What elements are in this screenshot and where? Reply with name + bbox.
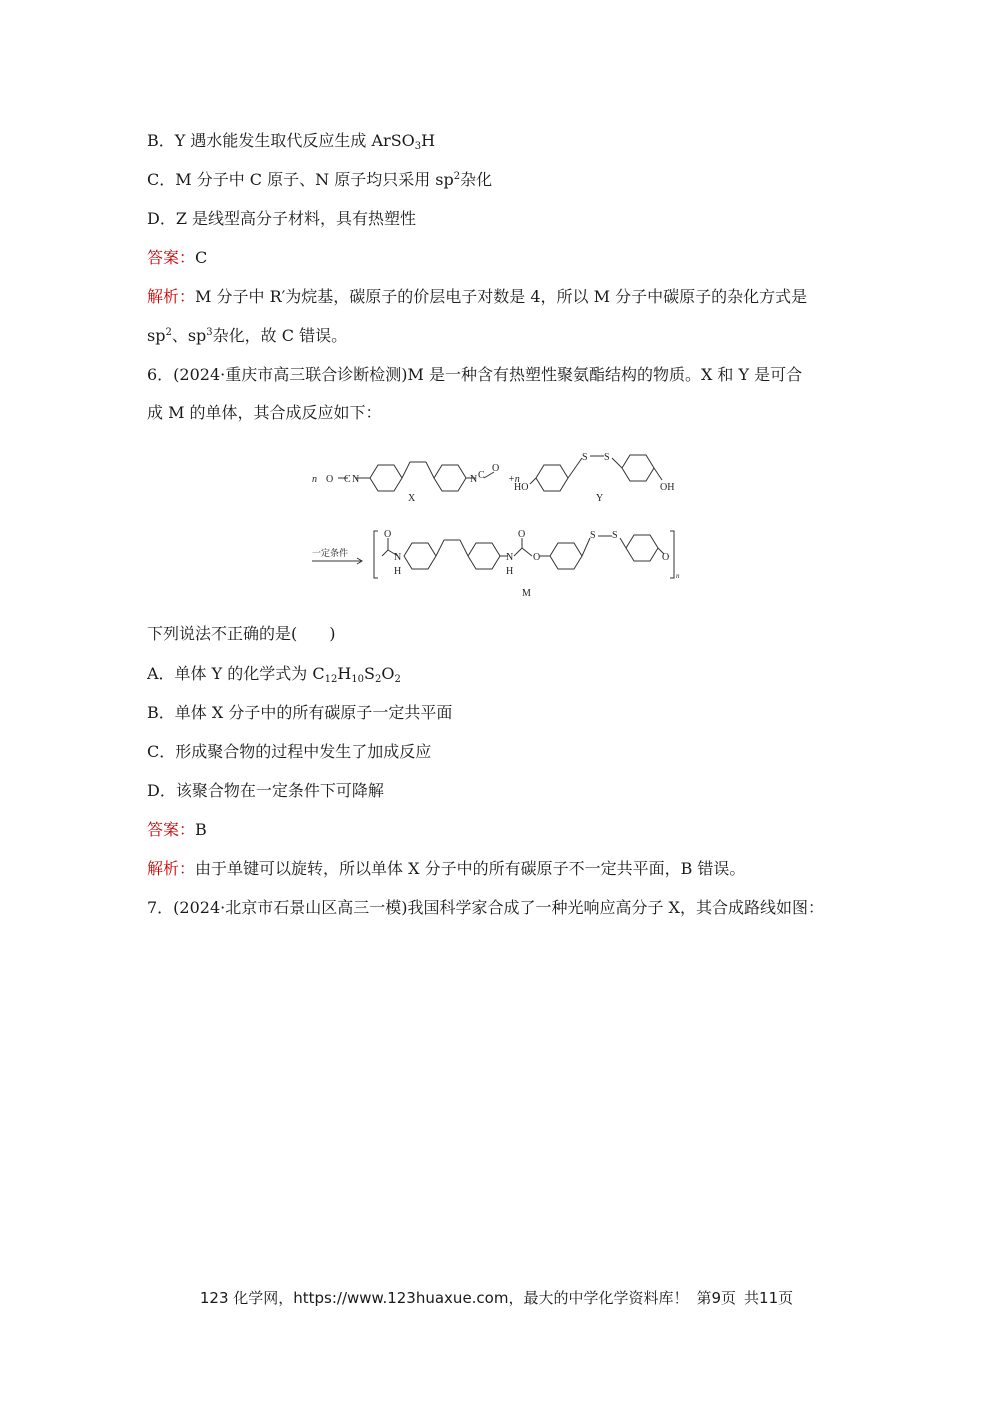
question6-stem: 下列说法不正确的是( ) — [147, 624, 336, 643]
analysis-label: 解析： — [147, 859, 196, 878]
atom-o: O — [384, 529, 392, 540]
superscript: 2 — [453, 171, 461, 182]
answer-value: C — [195, 248, 208, 267]
subscript: 10 — [351, 674, 365, 685]
atom-n: N — [470, 474, 478, 485]
answer-value: B — [195, 820, 207, 839]
option-a-q6 — [147, 664, 401, 684]
analysis-label: 解析： — [147, 287, 196, 306]
page-footer — [0, 1287, 993, 1308]
label-y: Y — [596, 493, 604, 504]
subscript: 12 — [324, 674, 338, 685]
label-m: M — [522, 588, 531, 599]
option-text: C．M 分子中 C 原子、N 原子均只采用 sp — [147, 170, 454, 189]
question6-line2: 成 M 的单体，其合成反应如下： — [147, 403, 382, 422]
subscript: 2 — [375, 674, 382, 685]
option-text: H — [337, 664, 352, 683]
group-ho: HO — [514, 482, 529, 493]
group-oh: OH — [660, 482, 675, 493]
analysis-text: 、sp — [171, 326, 207, 345]
atom-s: S — [582, 452, 588, 463]
option-d-q6: D．该聚合物在一定条件下可降解 — [147, 781, 384, 800]
subscript-n: n — [676, 572, 680, 580]
footer-site: 123 化学网，https://www.123huaxue.com，最大的中学化学资料库！ — [199, 1289, 689, 1307]
atom-o: O — [518, 529, 526, 540]
option-b-q6: B．单体 X 分子中的所有碳原子一定共平面 — [147, 703, 453, 722]
atom-o: O — [326, 474, 334, 485]
footer-page: 第9页 — [696, 1289, 737, 1307]
option-text: H — [421, 131, 436, 150]
option-b-q5 — [147, 131, 435, 151]
atom-o: O — [533, 552, 541, 563]
synthesis-reaction-diagram — [300, 438, 700, 608]
subscript: 2 — [394, 674, 401, 685]
atom-n: N — [394, 552, 402, 563]
footer-total: 共11页 — [744, 1289, 794, 1307]
question7-line1: 7．(2024·北京市石景山区高三一模)我国科学家合成了一种光响应高分子 X，其合成路线如图： — [147, 898, 824, 917]
superscript: 2 — [165, 327, 172, 338]
atom-o: O — [492, 463, 500, 474]
atom-h: H — [506, 566, 514, 577]
atom-s: S — [612, 530, 618, 541]
atom-c: C — [478, 470, 485, 481]
analysis-text: 由于单键可以旋转，所以单体 X 分子中的所有碳原子不一定共平面，B 错误。 — [195, 859, 746, 878]
label-x: X — [408, 493, 416, 504]
analysis-q5-line1 — [147, 287, 807, 307]
atom-s: S — [590, 530, 596, 541]
diagram-n: n — [312, 474, 317, 485]
atom-o: O — [662, 552, 670, 563]
option-text: S — [364, 664, 376, 683]
superscript: 3 — [206, 327, 213, 338]
atom-n: N — [506, 552, 514, 563]
condition-text: 一定条件 — [312, 549, 349, 559]
subscript: 3 — [414, 141, 422, 152]
option-text: O — [381, 664, 395, 683]
question6-line1: 6．(2024·重庆市高三联合诊断检测)M 是一种含有热塑性聚氨酯结构的物质。X 和 Y 是可合 — [147, 365, 803, 384]
answer-q6 — [147, 820, 207, 840]
answer-label: 答案： — [147, 248, 196, 267]
analysis-q5-line2 — [147, 326, 347, 346]
option-c-q6: C．形成聚合物的过程中发生了加成反应 — [147, 742, 432, 761]
plus-n: +n — [508, 474, 520, 485]
option-text: A．单体 Y 的化学式为 C — [147, 664, 325, 683]
option-text: 杂化 — [460, 170, 493, 189]
atom-c: C — [344, 474, 351, 485]
atom-s: S — [604, 452, 610, 463]
atom-h: H — [394, 566, 402, 577]
atom-n: N — [352, 474, 360, 485]
analysis-q6 — [147, 859, 745, 879]
answer-q5 — [147, 248, 207, 268]
option-text: B．Y 遇水能发生取代反应生成 ArSO — [147, 131, 415, 150]
option-d-q5: D．Z 是线型高分子材料，具有热塑性 — [147, 209, 417, 228]
analysis-text: M 分子中 R′为烷基，碳原子的价层电子对数是 4，所以 M 分子中碳原子的杂化方式是 — [195, 287, 808, 306]
answer-label: 答案： — [147, 820, 196, 839]
analysis-text: 杂化，故 C 错误。 — [212, 326, 348, 345]
analysis-text: sp — [147, 326, 166, 345]
option-c-q5 — [147, 170, 492, 190]
